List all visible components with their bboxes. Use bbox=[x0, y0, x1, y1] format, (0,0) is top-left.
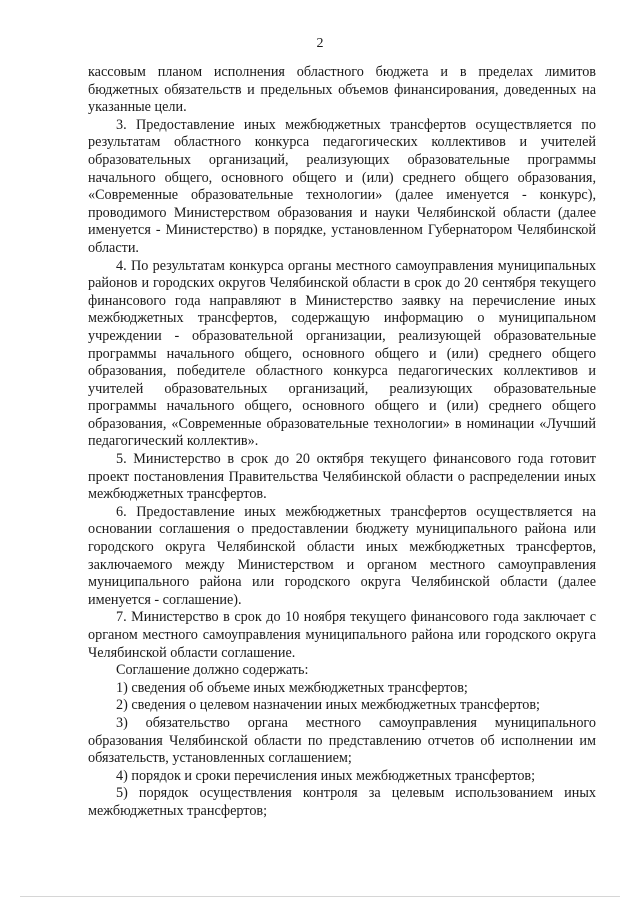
document-body bbox=[88, 64, 596, 821]
paragraph: кассовым планом исполнения областного бюджета и в пределах лимитов бюджетных обязательств и предельных объемов финансирования, доведенных на указанные цели. bbox=[88, 64, 596, 116]
paragraph: 4. По результатам конкурса органы местного самоуправления муниципальных районов и городских округов Челябинской области в срок до 20 сентября текущего финансового года направляют в Министерство заявку на перечисление иных межбюджетных трансфертов, содержащую информацию о муниципальном учреждении - образовательной организации, реализующей образовательные программы начального общего, основного общего и (или) среднего общего образования, победителе областного конкурса педагогических коллективов и учителей образовательных организаций, реализующих образовательные программы начального общего, основного общего и (или) среднего общего образования, «Современные образовательные технологии» в номинации «Лучший педагогический коллектив». bbox=[88, 257, 596, 450]
page-number: 2 bbox=[316, 36, 324, 51]
list-item: 5) порядок осуществления контроля за целевым использованием иных межбюджетных трансфертов; bbox=[88, 785, 596, 819]
paragraph: Соглашение должно содержать: bbox=[116, 662, 309, 679]
list-item: 3) обязательство органа местного самоуправления муниципального образования Челябинской области по представлению отчетов об исполнении им обязательств, установленных соглашением; bbox=[88, 714, 596, 767]
paragraph: 6. Предоставление иных межбюджетных трансфертов осуществляется на основании соглашения о предоставлении бюджету муниципального района или городского округа Челябинской области иных межбюджетных трансфертов, заключаемого между Министерством и органом местного самоуправления муниципального района или городского округа Челябинской области (далее именуется - соглашение). bbox=[88, 503, 596, 608]
list-item: 1) сведения об объеме иных межбюджетных трансфертов; bbox=[116, 679, 468, 696]
list-item: 4) порядок и сроки перечисления иных межбюджетных трансфертов; bbox=[116, 767, 536, 784]
paragraph: 3. Предоставление иных межбюджетных трансфертов осуществляется по результатам областного конкурса педагогических коллективов и учителей образовательных организаций, реализующих образовательные программы начального общего, основного общего и (или) среднего общего образования, «Современные образовательные технологии» (далее именуется - конкурс), проводимого Министерством образования и науки Челябинской области (далее именуется - Министерство) в порядке, установленном Губернатором Челябинской области. bbox=[88, 116, 596, 256]
paragraph: 5. Министерство в срок до 20 октября текущего финансового года готовит проект постановления Правительства Челябинской области о распределении иных межбюджетных трансфертов. bbox=[88, 451, 596, 503]
page-bottom-divider bbox=[20, 896, 620, 897]
list-item: 2) сведения о целевом назначении иных межбюджетных трансфертов; bbox=[116, 697, 541, 714]
paragraph: 7. Министерство в срок до 10 ноября текущего финансового года заключает с органом местного самоуправления муниципального района или городского округа Челябинской области соглашение. bbox=[88, 609, 596, 661]
